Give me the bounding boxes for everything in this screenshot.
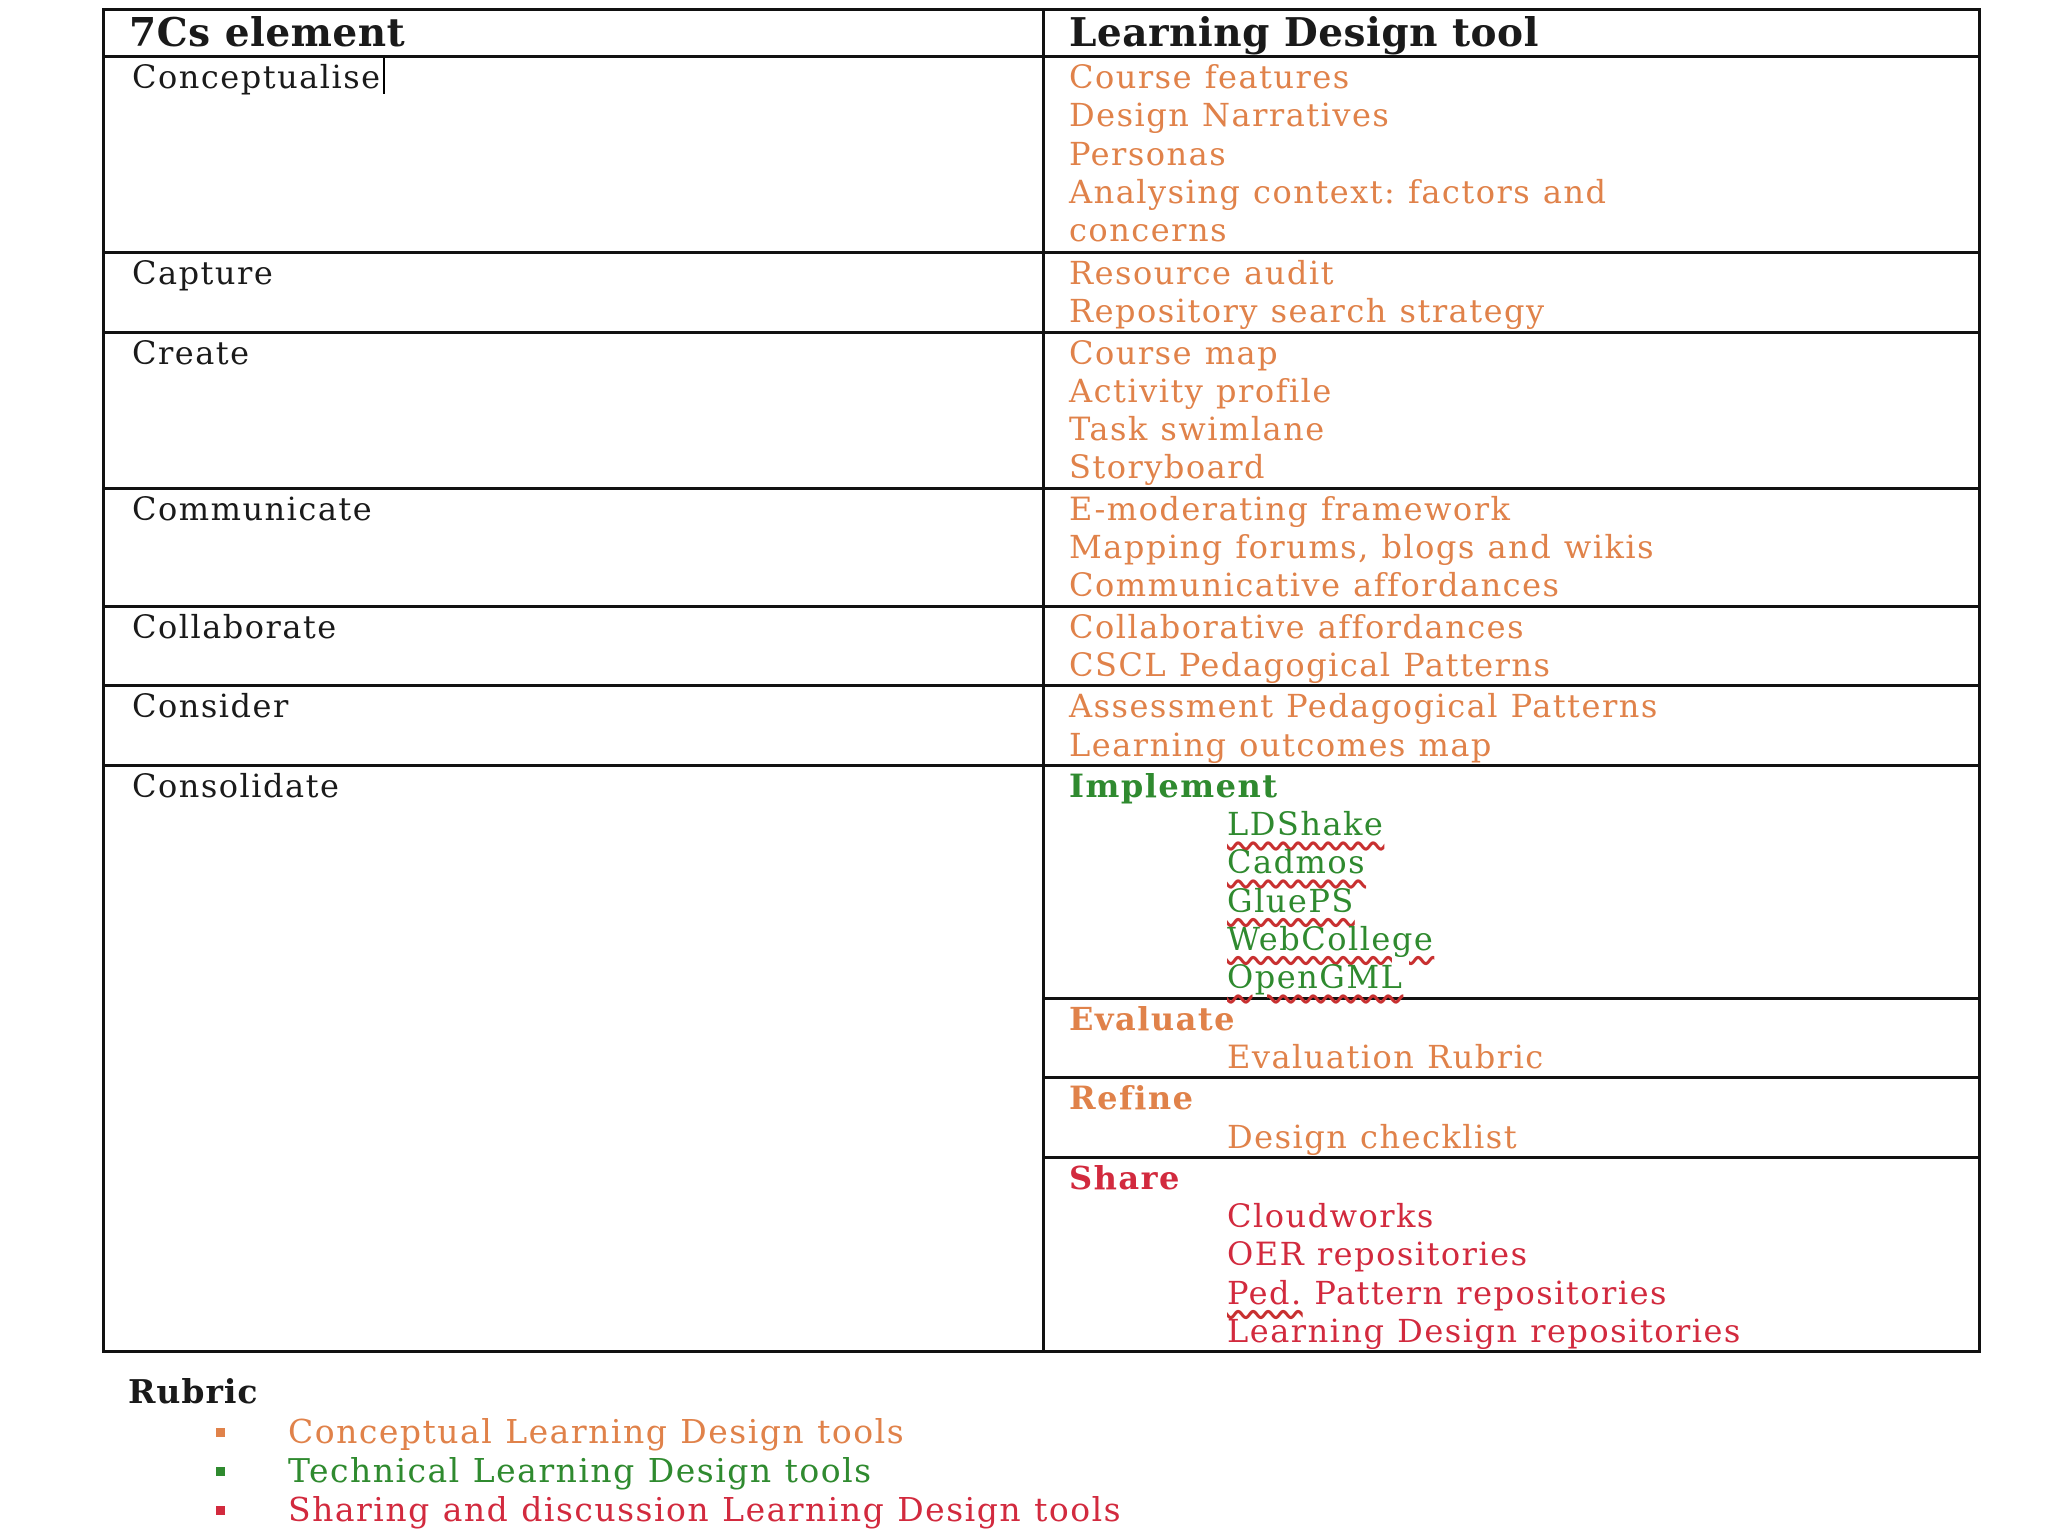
tool-item: Evaluation Rubric [1227, 1037, 1545, 1076]
element-cell[interactable] [104, 488, 1044, 606]
tool-item: Resource audit [1069, 254, 1335, 292]
rubric-section [128, 1372, 1628, 1529]
tool-item: OER repositories [1227, 1235, 1529, 1274]
tool-item: Design checklist [1227, 1117, 1519, 1156]
implement-heading: Implement [1069, 766, 1279, 805]
tool-item-text: Pattern repositories [1314, 1273, 1668, 1312]
tool-item: Course features [1069, 58, 1351, 96]
tool-cell[interactable] [1044, 253, 1980, 333]
bullet-icon [216, 1428, 225, 1437]
share-cell[interactable] [1044, 1157, 1980, 1351]
rubric-item-label: Conceptual Learning Design tools [288, 1412, 906, 1451]
tool-item: E-moderating framework [1069, 489, 1512, 528]
tool-item: concerns [1069, 211, 1228, 250]
tool-cell[interactable] [1044, 488, 1980, 606]
header-7cs-element: 7Cs element [104, 10, 1044, 57]
rubric-item-conceptual [128, 1412, 1628, 1451]
tool-link-webcollege[interactable]: WebCollege [1227, 920, 1435, 959]
tool-item [1069, 1274, 1978, 1312]
tool-link-opengml[interactable]: OpenGML [1227, 958, 1404, 997]
rubric-item-label: Sharing and discussion Learning Design tools [288, 1490, 1123, 1529]
evaluate-heading: Evaluate [1069, 999, 1237, 1038]
implement-cell[interactable] [1044, 765, 1980, 998]
table-row-communicate [104, 488, 1980, 606]
tool-item: Learning Design repositories [1227, 1312, 1742, 1351]
table-row-create [104, 332, 1980, 488]
tool-item: Repository search strategy [1069, 292, 1546, 331]
tool-item: Personas [1069, 134, 1228, 173]
tool-item: Cloudworks [1227, 1197, 1435, 1236]
tool-item: Mapping forums, blogs and wikis [1069, 528, 1656, 567]
element-label: Conceptualise [132, 58, 382, 96]
tool-item: Learning outcomes map [1069, 725, 1493, 764]
bullet-icon [216, 1506, 225, 1515]
element-cell[interactable] [104, 332, 1044, 488]
element-cell[interactable] [104, 253, 1044, 333]
element-cell[interactable] [104, 686, 1044, 766]
table-row-consolidate [104, 765, 1980, 998]
tool-item: Collaborative affordances [1069, 607, 1525, 646]
refine-heading: Refine [1069, 1079, 1195, 1118]
tool-item: Course map [1069, 333, 1280, 372]
refine-cell[interactable] [1044, 1078, 1980, 1158]
rubric-item-sharing [128, 1490, 1628, 1529]
tool-item: Communicative affordances [1069, 566, 1561, 605]
tool-cell[interactable] [1044, 332, 1980, 488]
rubric-title: Rubric [128, 1372, 259, 1411]
tool-item: CSCL Pedagogical Patterns [1069, 645, 1552, 684]
tool-cell[interactable] [1044, 57, 1980, 253]
element-label: Create [132, 333, 251, 372]
tool-item: Activity profile [1069, 371, 1333, 410]
element-label: Collaborate [132, 607, 338, 646]
element-label: Consolidate [132, 766, 341, 805]
tool-cell[interactable] [1044, 686, 1980, 766]
table-row-capture [104, 253, 1980, 333]
element-cell[interactable] [104, 765, 1044, 1351]
tool-cell[interactable] [1044, 606, 1980, 686]
tool-item: Design Narratives [1069, 96, 1391, 135]
ped-abbreviation: Ped. [1227, 1273, 1303, 1312]
text-cursor [383, 58, 385, 94]
header-learning-design-tool: Learning Design tool [1044, 10, 1980, 57]
rubric-item-label: Technical Learning Design tools [288, 1451, 873, 1490]
table-header-row [104, 10, 1980, 57]
evaluate-cell[interactable] [1044, 998, 1980, 1078]
tool-link-ldshake[interactable]: LDShake [1227, 805, 1385, 844]
element-label: Communicate [132, 489, 374, 528]
element-cell[interactable] [104, 57, 1044, 253]
tool-link-cadmos[interactable]: Cadmos [1227, 843, 1367, 882]
element-cell[interactable] [104, 606, 1044, 686]
rubric-item-technical [128, 1451, 1628, 1490]
bullet-icon [216, 1467, 225, 1476]
tool-item: Assessment Pedagogical Patterns [1069, 687, 1659, 726]
tool-link-glueps[interactable]: GluePS [1227, 881, 1355, 920]
table-row-collaborate [104, 606, 1980, 686]
tool-item: Storyboard [1069, 448, 1267, 487]
share-heading: Share [1069, 1158, 1181, 1197]
tool-item: Task swimlane [1069, 410, 1326, 449]
table-row-conceptualise [104, 57, 1980, 253]
element-label: Consider [132, 687, 290, 726]
element-label: Capture [132, 254, 275, 292]
table-row-consider [104, 686, 1980, 766]
seven-cs-table [102, 8, 1981, 1353]
tool-item: Analysing context: factors and [1069, 172, 1608, 211]
